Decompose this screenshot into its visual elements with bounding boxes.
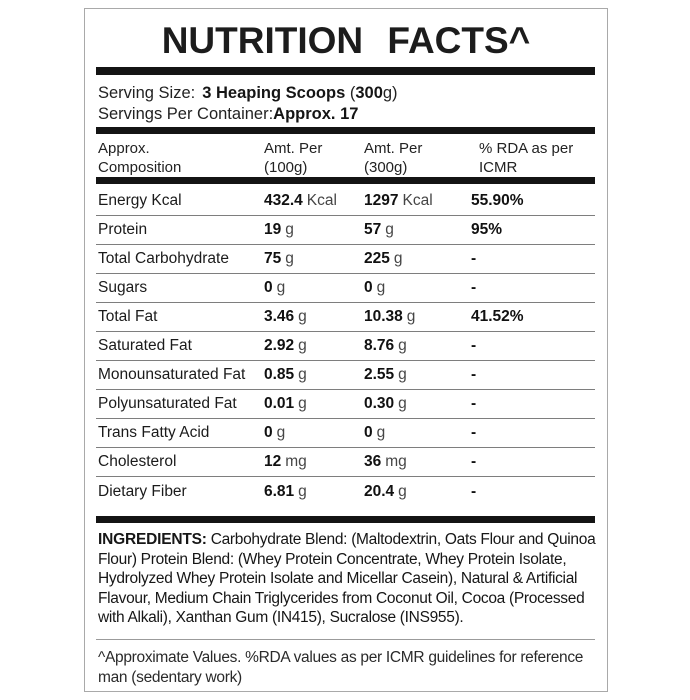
amount-100g-unit: mg <box>285 453 307 470</box>
header-rda-line2: ICMR <box>479 158 518 176</box>
amount-300g <box>364 483 471 501</box>
amount-300g <box>364 337 471 355</box>
ingredients-label: INGREDIENTS: <box>98 531 207 548</box>
amount-300g-value: 1297 <box>364 192 399 209</box>
amount-100g-value: 3.46 <box>264 308 295 325</box>
rda-value: 41.52% <box>471 308 524 325</box>
amount-100g-unit: g <box>298 482 307 500</box>
table-row-sugars <box>96 274 595 303</box>
header-rda <box>471 140 595 177</box>
serving-size-paren: ( <box>349 84 356 102</box>
amount-300g-unit: g <box>398 366 407 383</box>
table-row-total-fat <box>96 303 595 332</box>
nutrition-label-panel <box>84 8 608 692</box>
table-row-dietary-fiber <box>96 477 595 506</box>
nutrient-name: Total Carbohydrate <box>98 250 229 267</box>
rda-value: - <box>471 424 477 441</box>
servings-per-container-line <box>98 104 398 125</box>
amount-100g-unit: g <box>298 366 307 383</box>
header-amt-100g-line1: Amt. Per <box>264 140 323 157</box>
amount-100g-value: 19 <box>264 221 282 238</box>
rda-value: 95% <box>471 221 503 238</box>
amount-100g <box>264 221 364 239</box>
amount-100g-unit: g <box>276 279 286 296</box>
amount-100g-unit: g <box>276 424 286 441</box>
amount-300g <box>364 424 471 442</box>
header-amt-300g-line1: Amt. Per <box>364 140 423 157</box>
header-amt-100g-line2: (100g) <box>264 158 308 176</box>
serving-info-block <box>98 83 398 125</box>
serving-divider-bar <box>96 127 595 134</box>
amount-100g <box>264 337 364 355</box>
amount-100g <box>264 483 364 501</box>
amount-300g-unit: Kcal <box>402 192 433 209</box>
amount-100g <box>264 395 364 413</box>
amount-300g-value: 8.76 <box>364 337 395 354</box>
header-amt-300g-line2: (300g) <box>364 158 408 176</box>
serving-size-value: 3 Heaping Scoops <box>202 84 346 102</box>
amount-300g <box>364 221 471 239</box>
amount-300g-value: 0 <box>364 424 373 441</box>
amount-100g-unit: g <box>298 337 307 354</box>
table-row-polyunsaturated-fat <box>96 390 595 419</box>
table-row-monounsaturated-fat <box>96 361 595 390</box>
table-row-energy <box>96 187 595 216</box>
amount-300g-value: 20.4 <box>364 482 395 500</box>
nutrition-facts-title: NUTRITION FACTS^ <box>161 20 531 61</box>
amount-300g-unit: g <box>393 250 403 267</box>
amount-100g-value: 0.01 <box>264 395 295 412</box>
rda-value: - <box>471 453 477 470</box>
table-bottom-divider-bar <box>96 516 595 523</box>
amount-100g-unit: g <box>298 395 307 412</box>
amount-100g <box>264 250 364 268</box>
nutrient-table <box>96 187 595 506</box>
nutrient-name: Trans Fatty Acid <box>98 424 210 441</box>
amount-300g <box>364 395 471 413</box>
header-composition <box>98 140 264 177</box>
nutrient-name: Cholesterol <box>98 453 177 470</box>
amount-300g-value: 225 <box>364 250 390 267</box>
nutrient-name: Monounsaturated Fat <box>98 366 246 383</box>
amount-300g <box>364 250 471 268</box>
amount-100g-unit: Kcal <box>306 192 337 209</box>
amount-100g <box>264 453 364 471</box>
amount-300g-unit: mg <box>385 453 407 470</box>
amount-300g-value: 36 <box>364 453 382 470</box>
rda-value: - <box>471 279 477 296</box>
amount-300g-value: 57 <box>364 221 382 238</box>
amount-300g-value: 2.55 <box>364 366 395 383</box>
amount-300g <box>364 453 471 471</box>
rda-value: - <box>471 250 477 267</box>
nutrient-name: Saturated Fat <box>98 337 192 354</box>
rda-value: 55.90% <box>471 192 524 209</box>
amount-300g-unit: g <box>398 337 407 354</box>
nutrient-name: Dietary Fiber <box>98 482 187 500</box>
header-amt-300g <box>364 140 471 177</box>
table-row-total-carbohydrate <box>96 245 595 274</box>
ingredients-text: Carbohydrate Blend: (Maltodextrin, Oats Flour and Quinoa Flour) Protein Blend: (Whey Protein Concentrate, Whey Protein Isolate, Hydrolyzed Whey Protein Isolate and Micellar Casein), Natural & Artificial Flavour, Medium Chain Triglycerides from Coconut Oil, Cocoa (Processed with Alkali), Xanthan Gum (IN415), Sucralose (INS955). <box>98 531 596 626</box>
amount-300g-unit: g <box>385 221 394 238</box>
amount-300g-unit: g <box>376 279 386 296</box>
rda-value: - <box>471 366 477 383</box>
amount-100g <box>264 308 364 326</box>
rda-value: - <box>471 337 477 354</box>
amount-300g <box>364 366 471 384</box>
rda-value: - <box>471 395 477 412</box>
amount-300g <box>364 308 471 326</box>
nutrient-name: Polyunsaturated Fat <box>98 395 237 412</box>
footnote-text: ^Approximate Values. %RDA values as per ICMR guidelines for reference man (sedentary work) <box>98 649 584 686</box>
serving-size-label: Serving Size: <box>98 84 196 102</box>
rda-value: - <box>471 482 477 500</box>
amount-100g-value: 2.92 <box>264 337 295 354</box>
header-composition-line2: Composition <box>98 158 182 176</box>
amount-100g-value: 6.81 <box>264 482 295 500</box>
amount-300g <box>364 279 471 297</box>
amount-100g <box>264 366 364 384</box>
header-rda-line1: % RDA as per <box>479 140 574 157</box>
amount-100g-unit: g <box>285 221 294 238</box>
nutrient-name: Energy Kcal <box>98 192 182 209</box>
amount-100g-value: 75 <box>264 250 282 267</box>
title-divider-bar <box>96 67 595 75</box>
header-divider-bar <box>96 177 595 184</box>
servings-per-container-label: Servings Per Container: <box>98 105 274 123</box>
amount-300g <box>364 192 471 210</box>
nutrient-name: Sugars <box>98 279 148 296</box>
amount-300g-unit: g <box>398 395 407 412</box>
nutrient-name: Total Fat <box>98 308 158 325</box>
amount-300g-unit: g <box>376 424 386 441</box>
amount-100g-value: 0 <box>264 279 273 296</box>
table-row-cholesterol <box>96 448 595 477</box>
amount-100g-value: 0.85 <box>264 366 295 383</box>
amount-100g <box>264 279 364 297</box>
amount-100g-value: 12 <box>264 453 282 470</box>
ingredients-paragraph <box>98 530 596 628</box>
serving-size-line <box>98 83 398 104</box>
serving-size-weight: 300 <box>355 84 383 102</box>
table-row-protein <box>96 216 595 245</box>
table-row-saturated-fat <box>96 332 595 361</box>
amount-100g <box>264 424 364 442</box>
header-composition-line1: Approx. <box>98 140 150 157</box>
amount-100g-value: 432.4 <box>264 192 303 209</box>
amount-100g-unit: g <box>298 308 307 325</box>
amount-300g-value: 10.38 <box>364 308 403 325</box>
serving-size-unit: g) <box>382 84 398 102</box>
amount-300g-unit: g <box>406 308 416 325</box>
footnote-divider-line <box>96 639 595 640</box>
amount-300g-unit: g <box>398 482 407 500</box>
amount-300g-value: 0 <box>364 279 373 296</box>
servings-per-container-value: Approx. 17 <box>273 105 359 123</box>
nutrient-name: Protein <box>98 221 148 238</box>
amount-300g-value: 0.30 <box>364 395 395 412</box>
table-header-row <box>96 140 595 177</box>
header-amt-100g <box>264 140 364 177</box>
amount-100g-value: 0 <box>264 424 273 441</box>
amount-100g-unit: g <box>285 250 294 267</box>
table-row-trans-fatty-acid <box>96 419 595 448</box>
amount-100g <box>264 192 364 210</box>
